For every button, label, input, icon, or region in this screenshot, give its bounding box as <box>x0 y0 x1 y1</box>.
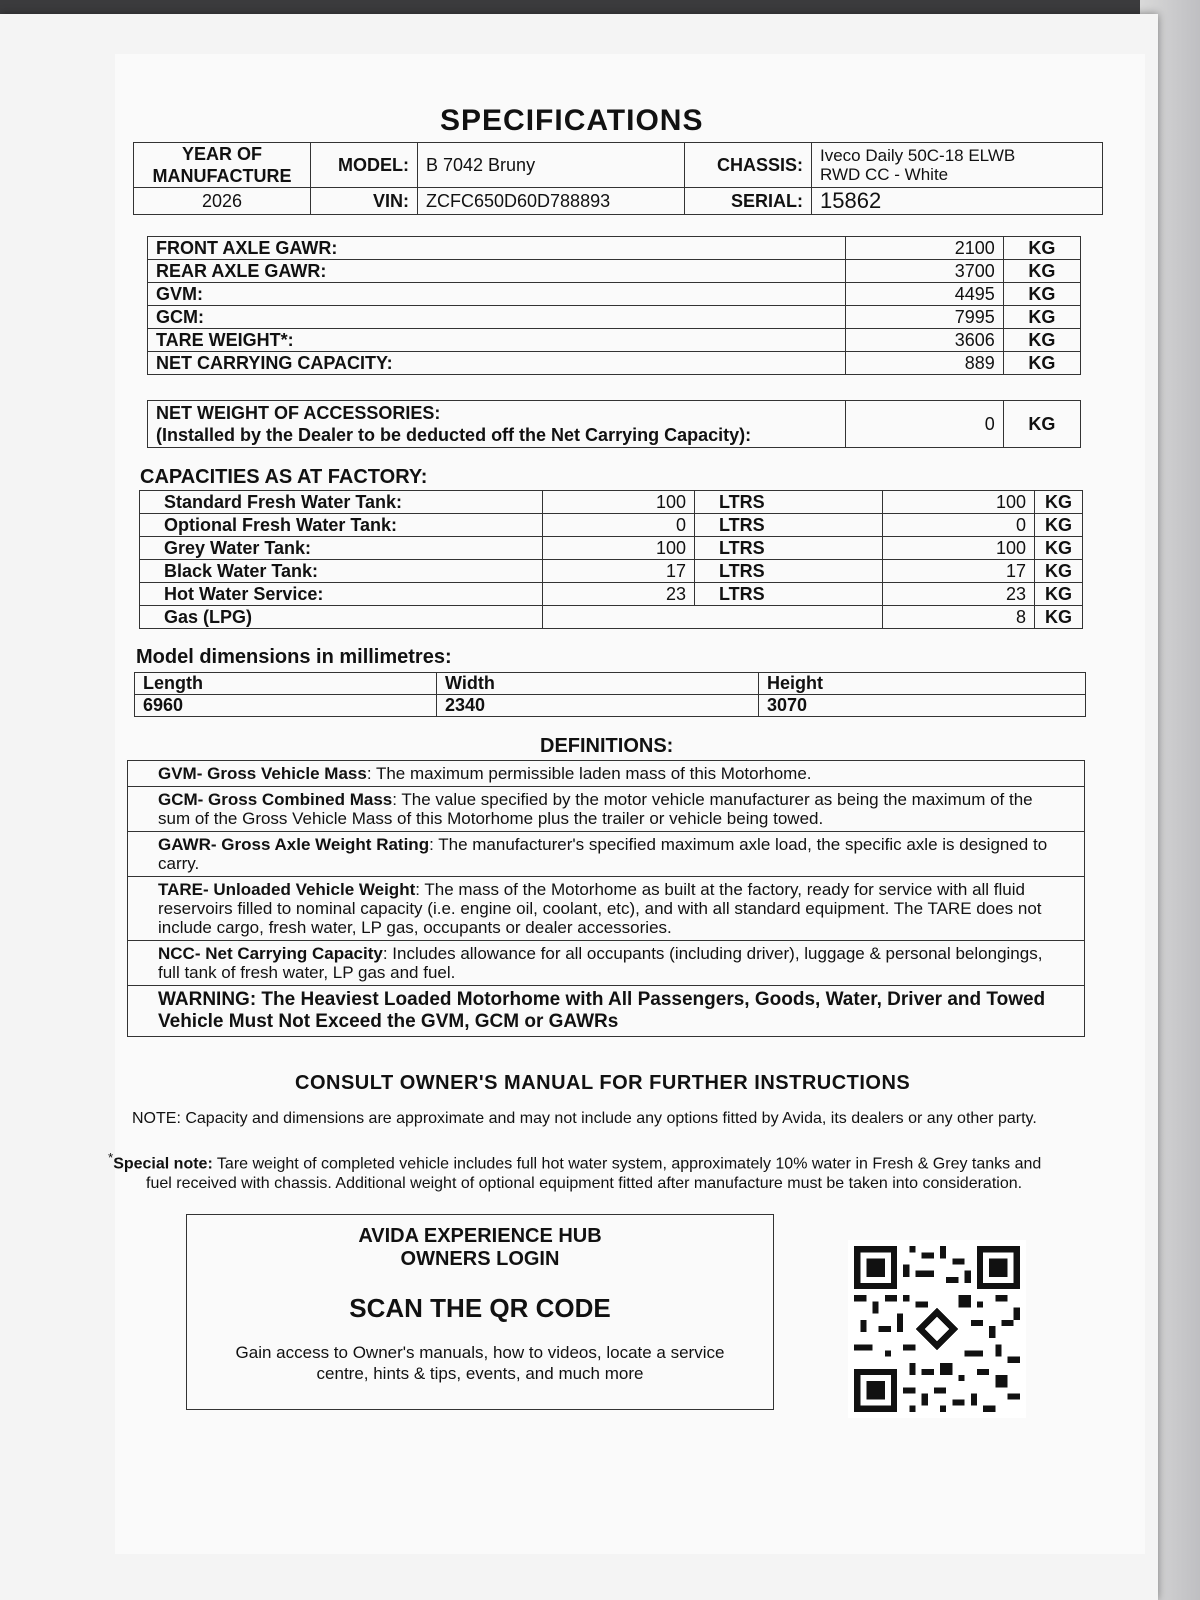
definition-text: : The value specified by the motor vehicle manufacturer as being the maximum of the sum of the Gross Vehicle Mass of this Motorhome plus the trailer or vehicle being towed. <box>158 790 1033 828</box>
length-label: Length <box>135 673 437 695</box>
dimensions-table <box>134 672 1086 717</box>
weight-unit: KG <box>1003 283 1080 306</box>
capacity-row <box>140 606 1083 629</box>
capacity-row <box>140 560 1083 583</box>
capacity-kg: 100 <box>883 537 1035 560</box>
definition-text: : The maximum permissible laden mass of this Motorhome. <box>366 764 812 783</box>
hub-description-line1: Gain access to Owner's manuals, how to videos, locate a service <box>235 1343 725 1362</box>
hub-subtitle: OWNERS LOGIN <box>400 1248 560 1270</box>
capacity-kg-unit: KG <box>1035 583 1083 606</box>
definitions-table <box>127 760 1085 1037</box>
definition-term: NCC- Net Carrying Capacity <box>158 944 383 963</box>
capacity-ltrs: 0 <box>543 514 695 537</box>
capacity-kg-unit: KG <box>1035 491 1083 514</box>
note-text: NOTE: Capacity and dimensions are approximate and may not include any options fitted by Avida, its dealers or any other party. <box>132 1110 1037 1127</box>
capacities-table <box>139 490 1083 629</box>
chassis-value <box>812 143 1103 188</box>
page-title: SPECIFICATIONS <box>440 104 704 137</box>
experience-hub-box <box>186 1214 774 1410</box>
definition-term: GCM- Gross Combined Mass <box>158 790 393 809</box>
serial-value: 15862 <box>812 188 1103 215</box>
capacity-ltrs-unit: LTRS <box>695 560 883 583</box>
capacity-kg-unit: KG <box>1035 606 1083 629</box>
capacity-kg-unit: KG <box>1035 537 1083 560</box>
accessories-unit: KG <box>1003 401 1080 448</box>
weight-unit: KG <box>1003 329 1080 352</box>
model-value: B 7042 Bruny <box>418 143 685 188</box>
chassis-value-line1: Iveco Daily 50C-18 ELWB <box>820 146 1016 165</box>
capacity-row <box>140 537 1083 560</box>
capacity-ltrs-unit: LTRS <box>695 537 883 560</box>
capacity-row <box>140 583 1083 606</box>
capacity-kg-unit: KG <box>1035 514 1083 537</box>
definition-cell <box>128 941 1085 986</box>
definition-text: : The mass of the Motorhome as built at the factory, ready for service with all fluid reservoirs filled to nominal capacity (i.e. engine oil, coolant, etc), and with all standard equipment. The TARE does not include cargo, fresh water, LP gas, occupants or dealer accessories. <box>158 880 1042 937</box>
weight-value: 3700 <box>846 260 1003 283</box>
vin-label: VIN: <box>311 188 418 215</box>
chassis-label: CHASSIS: <box>685 143 812 188</box>
warning-row <box>128 986 1085 1037</box>
width-label: Width <box>437 673 759 695</box>
weight-label: GVM: <box>148 283 846 306</box>
definition-cell <box>128 877 1085 941</box>
scan-qr-text: SCAN THE QR CODE <box>349 1293 611 1323</box>
accessories-value: 0 <box>846 401 1003 448</box>
definition-text: : The manufacturer's specified maximum axle load, the specific axle is designed to carry. <box>158 835 1048 873</box>
definition-cell <box>128 761 1085 787</box>
capacity-kg: 23 <box>883 583 1035 606</box>
weight-label: REAR AXLE GAWR: <box>148 260 846 283</box>
definition-cell <box>128 787 1085 832</box>
capacity-ltrs-unit: LTRS <box>695 514 883 537</box>
definition-row <box>128 832 1085 877</box>
definition-row <box>128 787 1085 832</box>
vehicle-header-table <box>133 142 1103 215</box>
capacity-ltrs-unit: LTRS <box>695 491 883 514</box>
length-value: 6960 <box>135 695 437 717</box>
capacity-kg-unit: KG <box>1035 560 1083 583</box>
capacity-ltrs: 17 <box>543 560 695 583</box>
special-note-line2: fuel received with chassis. Additional weight of optional equipment fitted after manufacture must be taken into consideration. <box>146 1175 1023 1193</box>
capacity-ltrs: 100 <box>543 537 695 560</box>
weight-unit: KG <box>1003 306 1080 329</box>
special-note-line1: Tare weight of completed vehicle includes full hot water system, approximately 10% water in Fresh & Grey tanks and <box>212 1155 1042 1173</box>
hub-description <box>187 1342 773 1384</box>
weight-label: TARE WEIGHT*: <box>148 329 846 352</box>
year-value: 2026 <box>134 188 311 215</box>
consult-manual-text: CONSULT OWNER'S MANUAL FOR FURTHER INSTRUCTIONS <box>295 1072 911 1094</box>
accessories-label-line2: (Installed by the Dealer to be deducted off the Net Carrying Capacity): <box>156 425 752 445</box>
capacity-label: Standard Fresh Water Tank: <box>140 491 543 514</box>
definition-term: GAWR- Gross Axle Weight Rating <box>158 835 430 854</box>
definition-row <box>128 941 1085 986</box>
hub-title: AVIDA EXPERIENCE HUB <box>358 1225 602 1247</box>
weight-row <box>148 352 1081 375</box>
width-value: 2340 <box>437 695 759 717</box>
definition-term: GVM- Gross Vehicle Mass <box>158 764 367 783</box>
capacity-label: Hot Water Service: <box>140 583 543 606</box>
weight-row <box>148 306 1081 329</box>
capacity-ltrs-empty <box>543 606 883 629</box>
weight-value: 3606 <box>846 329 1003 352</box>
weight-value: 889 <box>846 352 1003 375</box>
capacity-ltrs-unit: LTRS <box>695 583 883 606</box>
weight-value: 7995 <box>846 306 1003 329</box>
accessories-label-line1: NET WEIGHT OF ACCESSORIES: <box>156 403 441 423</box>
weight-unit: KG <box>1003 352 1080 375</box>
weight-row <box>148 237 1081 260</box>
height-label: Height <box>759 673 1086 695</box>
capacity-row <box>140 514 1083 537</box>
definition-term: TARE- Unloaded Vehicle Weight <box>158 880 416 899</box>
capacity-ltrs: 23 <box>543 583 695 606</box>
capacity-kg: 100 <box>883 491 1035 514</box>
weight-value: 4495 <box>846 283 1003 306</box>
capacity-label: Gas (LPG) <box>140 606 543 629</box>
definitions-heading: DEFINITIONS: <box>540 735 674 757</box>
special-note <box>108 1148 1098 1194</box>
capacity-row <box>140 491 1083 514</box>
definition-row <box>128 877 1085 941</box>
capacity-kg: 8 <box>883 606 1035 629</box>
weight-label: NET CARRYING CAPACITY: <box>148 352 846 375</box>
capacity-label: Optional Fresh Water Tank: <box>140 514 543 537</box>
weight-row <box>148 260 1081 283</box>
weight-unit: KG <box>1003 260 1080 283</box>
capacity-label: Grey Water Tank: <box>140 537 543 560</box>
capacities-heading: CAPACITIES AS AT FACTORY: <box>140 466 428 488</box>
weight-row <box>148 283 1081 306</box>
weight-row <box>148 329 1081 352</box>
accessories-label <box>148 401 846 448</box>
warning-cell <box>128 986 1085 1037</box>
definition-row <box>128 761 1085 787</box>
weight-label: GCM: <box>148 306 846 329</box>
year-label-line1: YEAR OF <box>181 144 262 164</box>
year-label-cell <box>134 143 311 188</box>
height-value: 3070 <box>759 695 1086 717</box>
definition-cell <box>128 832 1085 877</box>
special-note-term: Special note: <box>113 1155 213 1173</box>
chassis-value-line2: RWD CC - White <box>820 165 949 184</box>
warning-term: WARNING: <box>158 989 257 1010</box>
capacity-kg: 0 <box>883 514 1035 537</box>
vin-value: ZCFC650D60D788893 <box>418 188 685 215</box>
accessories-table <box>147 400 1081 448</box>
capacity-label: Black Water Tank: <box>140 560 543 583</box>
weights-table <box>147 236 1081 375</box>
year-label-line2: MANUFACTURE <box>152 166 292 186</box>
capacity-kg: 17 <box>883 560 1035 583</box>
serial-label: SERIAL: <box>685 188 812 215</box>
dimensions-heading: Model dimensions in millimetres: <box>136 646 452 668</box>
warning-text: The Heaviest Loaded Motorhome with All Passengers, Goods, Water, Driver and Towed Vehicle Must Not Exceed the GVM, GCM or GAWRs <box>158 989 1046 1032</box>
weight-label: FRONT AXLE GAWR: <box>148 237 846 260</box>
qr-code-icon[interactable] <box>848 1240 1026 1418</box>
model-label: MODEL: <box>311 143 418 188</box>
weight-unit: KG <box>1003 237 1080 260</box>
weight-value: 2100 <box>846 237 1003 260</box>
hub-description-line2: centre, hints & tips, events, and much more <box>316 1364 644 1383</box>
capacity-ltrs: 100 <box>543 491 695 514</box>
special-note-star: * <box>108 1150 114 1165</box>
definition-text: : Includes allowance for all occupants (including driver), luggage & personal belongings, full tank of fresh water, LP gas and fuel. <box>158 944 1043 982</box>
